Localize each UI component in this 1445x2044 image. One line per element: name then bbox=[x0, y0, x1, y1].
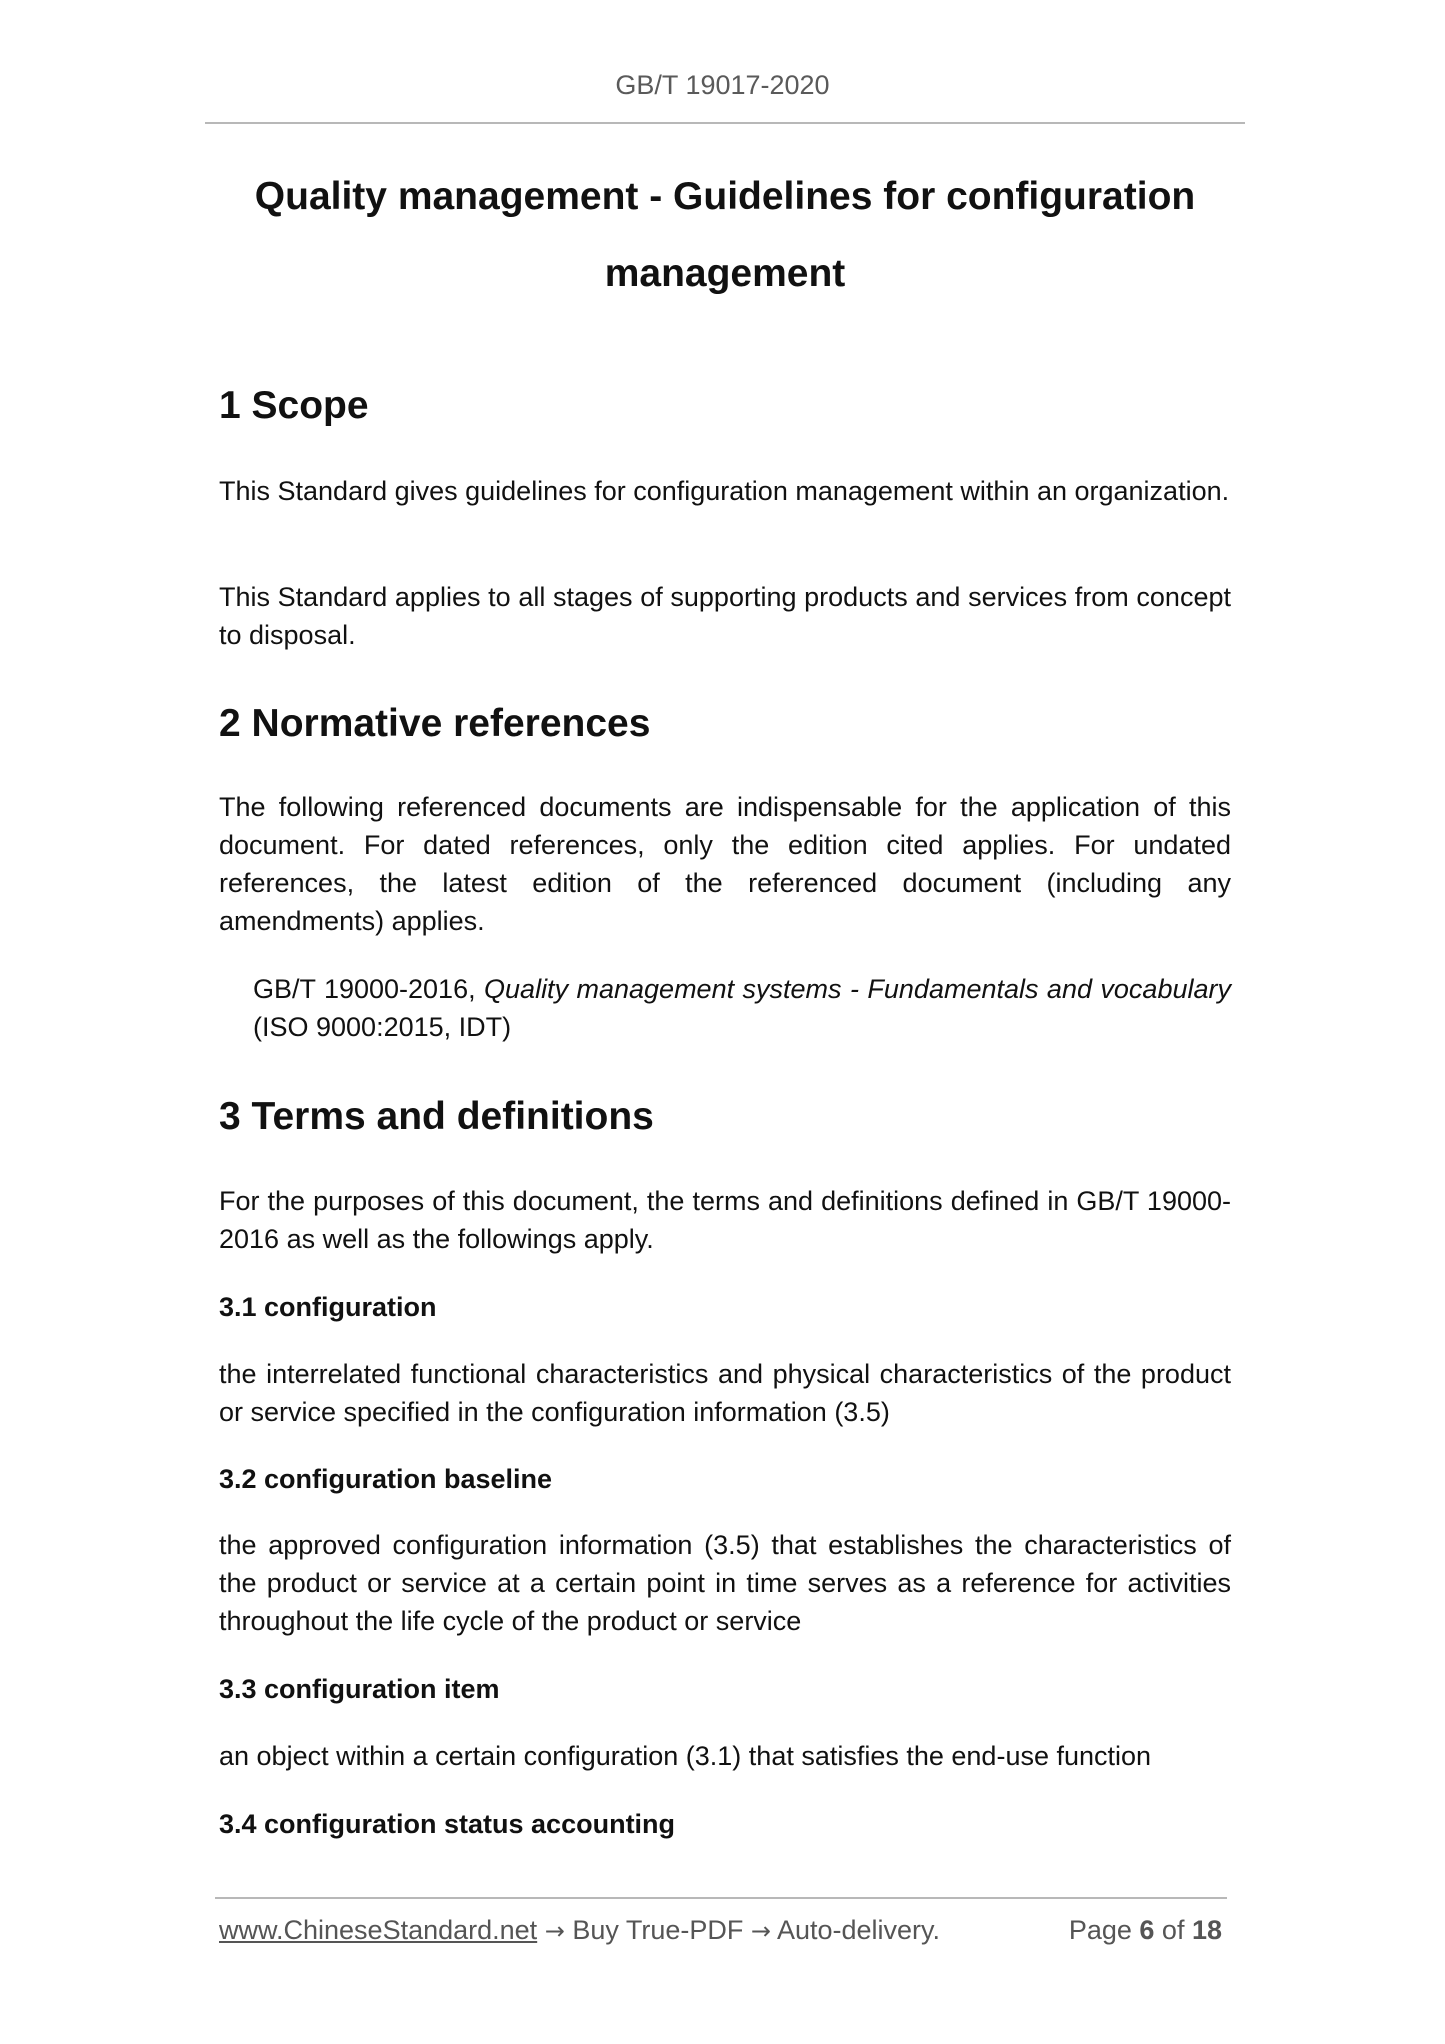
page-number bbox=[1069, 1915, 1222, 1946]
website-link[interactable]: www.ChineseStandard.net bbox=[219, 1915, 538, 1945]
reference-suffix: (ISO 9000:2015, IDT) bbox=[253, 1012, 512, 1042]
normative-paragraph: The following referenced documents are indispensable for the application of this document. For dated references, only the edition cited applies. For undated references, the latest edition of the referenced document (including any amendments) applies. bbox=[219, 792, 1231, 936]
arrow-right-icon: → bbox=[750, 1917, 771, 1945]
section-heading-terms-and-definitions: 3 Terms and definitions bbox=[219, 1095, 654, 1138]
term-definition: the interrelated functional characteristics and physical characteristics of the product or service specified in the configuration information (3.5) bbox=[219, 1359, 1231, 1427]
reference-title: Quality management systems - Fundamentals and vocabulary bbox=[484, 974, 1231, 1004]
term-heading: 3.3 configuration item bbox=[219, 1674, 500, 1704]
term-definition: an object within a certain configuration (3.1) that satisfies the end-use function bbox=[219, 1741, 1152, 1771]
page-of-label: of bbox=[1154, 1915, 1192, 1945]
scope-paragraph-2: This Standard applies to all stages of supporting products and services from concept to disposal. bbox=[219, 582, 1231, 650]
footer-buy-text: Buy True-PDF bbox=[564, 1915, 751, 1945]
document-title: Quality management - Guidelines for configuration management bbox=[254, 175, 1196, 295]
footer-promo bbox=[219, 1915, 940, 1946]
normative-reference-entry bbox=[253, 970, 1231, 1046]
term-heading: 3.2 configuration baseline bbox=[219, 1464, 553, 1494]
scope-paragraph-1: This Standard gives guidelines for configuration management within an organization. bbox=[219, 476, 1230, 506]
section-heading-normative-references: 2 Normative references bbox=[219, 702, 651, 745]
terms-intro-paragraph: For the purposes of this document, the terms and definitions defined in GB/T 19000-2016 as well as the followings apply. bbox=[219, 1186, 1231, 1254]
total-pages: 18 bbox=[1191, 1915, 1222, 1945]
reference-code: GB/T 19000-2016, bbox=[253, 974, 485, 1004]
current-page: 6 bbox=[1139, 1915, 1155, 1945]
footer-delivery-text: Auto-delivery. bbox=[770, 1915, 941, 1945]
arrow-right-icon: → bbox=[544, 1917, 565, 1945]
page-label: Page bbox=[1068, 1915, 1140, 1945]
section-heading-scope: 1 Scope bbox=[219, 384, 369, 427]
term-definition: the approved configuration information (3.5) that establishes the characteristics of the product or service at a certain point in time serves as a reference for activities throughout the life cycle of the product or service bbox=[219, 1530, 1231, 1636]
header-divider bbox=[205, 122, 1245, 124]
footer-divider bbox=[215, 1897, 1227, 1899]
term-heading: 3.1 configuration bbox=[219, 1292, 437, 1322]
document-code-header: GB/T 19017-2020 bbox=[615, 70, 830, 100]
page-footer bbox=[219, 1915, 1227, 1955]
term-heading: 3.4 configuration status accounting bbox=[219, 1809, 676, 1839]
